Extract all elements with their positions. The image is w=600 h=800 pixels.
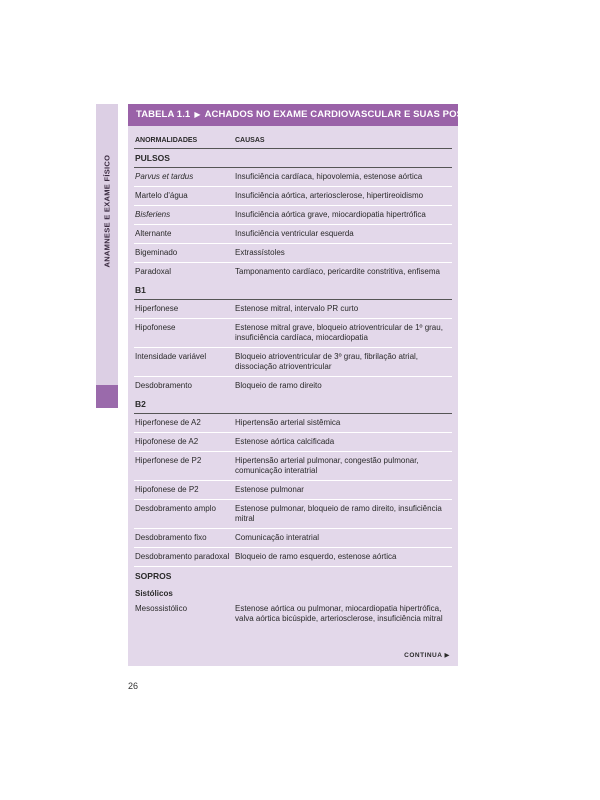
row-causes: Estenose pulmonar [235,485,304,494]
table-row [134,432,452,451]
table-row [134,603,452,628]
row-abnormality: Hipofonese de A2 [135,437,199,446]
row-causes: Insuficiência aórtica, arteriosclerose, hipertireoidismo [235,191,424,200]
column-headers [134,134,452,149]
row-causes: Extrassístoles [235,248,285,257]
section-b1: B1 [135,285,146,295]
table-row [134,528,452,547]
table-row [134,224,452,243]
side-tab-accent [96,385,118,408]
row-causes: Hipertensão arterial pulmonar, congestão pulmonar, comunicação interatrial [235,456,419,475]
row-causes: Tamponamento cardíaco, pericardite constritiva, enfisema [235,267,440,276]
row-abnormality: Parvus et tardus [135,172,194,181]
row-causes: Estenose mitral grave, bloqueio atrioventricular de 1º grau, insuficiência cardíaca, miocardiopatia [235,323,443,342]
row-abnormality: Martelo d'água [135,191,188,200]
table-row [134,186,452,205]
row-causes: Insuficiência cardíaca, hipovolemia, estenose aórtica [235,172,423,181]
section-sistolicos: Sistólicos [135,589,173,598]
row-abnormality: Hipofonese [135,323,176,332]
row-abnormality: Desdobramento amplo [135,504,216,513]
side-tab [96,104,118,408]
row-abnormality: Desdobramento [135,381,192,390]
table-body [134,134,452,628]
row-causes: Estenose mitral, intervalo PR curto [235,304,359,313]
row-abnormality: Hiperfonese de A2 [135,418,201,427]
row-abnormality: Bigeminado [135,248,178,257]
row-causes: Bloqueio de ramo esquerdo, estenose aórtica [235,552,397,561]
table-row [134,347,452,376]
table-row [134,167,452,186]
section-sopros: SOPROS [134,566,452,585]
table-row [134,547,452,566]
row-causes: Estenose aórtica ou pulmonar, miocardiopatia hipertrófica, valva aórtica bicúspide, arteriosclerose, insuficiência mitral [235,604,443,623]
continua-label: CONTINUA ▶ [404,652,450,659]
table-row [134,299,452,318]
row-abnormality: Hiperfonese [135,304,179,313]
table-row [134,451,452,480]
table-row [134,262,452,281]
table-row [134,318,452,347]
col-header-causas: CAUSAS [235,137,265,144]
row-causes: Bloqueio atrioventricular de 3º grau, fibrilação atrial, dissociação atrioventricular [235,352,419,371]
row-abnormality: Paradoxal [135,267,172,276]
table-number: TABELA 1.1 [136,109,191,120]
row-abnormality: Desdobramento fixo [135,533,207,542]
row-causes: Insuficiência ventricular esquerda [235,229,354,238]
row-causes: Insuficiência aórtica grave, miocardiopatia hipertrófica [235,210,426,219]
table-title-bar [128,104,538,126]
row-causes: Bloqueio de ramo direito [235,381,322,390]
table-title: ACHADOS NO EXAME CARDIOVASCULAR E SUAS POSSÍVEIS CAUSAS [204,109,538,120]
table-row [134,499,452,528]
table-row [134,480,452,499]
row-abnormality: Bisferiens [135,210,171,219]
section-pulsos: PULSOS [135,153,170,163]
row-abnormality: Alternante [135,229,172,238]
page-number: 26 [128,681,139,691]
section-b2: B2 [135,399,146,409]
row-causes: Estenose pulmonar, bloqueio de ramo direito, insuficiência mitral [235,504,442,523]
row-abnormality: Desdobramento paradoxal [135,552,230,561]
row-abnormality: Hipofonese de P2 [135,485,199,494]
row-abnormality: Hiperfonese de P2 [135,456,202,465]
row-causes: Comunicação interatrial [235,533,320,542]
row-causes: Estenose aórtica calcificada [235,437,335,446]
row-abnormality: Intensidade variável [135,352,207,361]
title-arrow-icon: ▶ [194,110,201,119]
row-abnormality: Mesossistólico [135,604,188,613]
col-header-anormalidades: ANORMALIDADES [135,137,198,144]
table-row [134,413,452,432]
table-row [134,376,452,395]
row-causes: Hipertensão arterial sistêmica [235,418,341,427]
table-row [134,243,452,262]
table-row [134,205,452,224]
side-tab-label: ANAMNESE E EXAME FÍSICO [102,154,112,268]
findings-table [128,104,538,666]
